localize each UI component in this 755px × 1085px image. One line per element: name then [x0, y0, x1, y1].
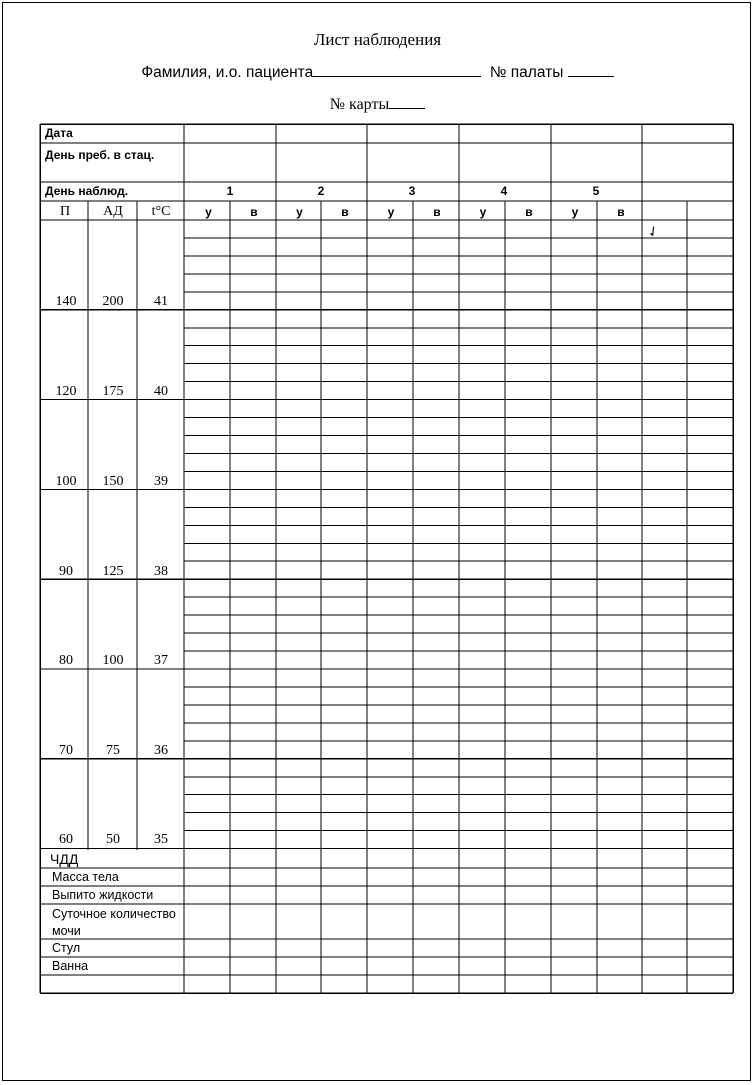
- sheet-title: Лист наблюдения: [313, 30, 442, 49]
- bath-label: Ванна: [52, 959, 89, 973]
- day-number-1: 1: [226, 184, 234, 198]
- temp-40: 40: [154, 384, 168, 399]
- pulse-60: 60: [59, 832, 73, 847]
- day3-morning: у: [387, 205, 395, 219]
- pulse-140: 140: [55, 294, 77, 309]
- day2-morning: у: [296, 205, 303, 219]
- day1-evening: в: [250, 205, 258, 219]
- pulse-90: 90: [59, 564, 73, 579]
- day-number-3: 3: [408, 184, 416, 198]
- day2-evening: в: [341, 205, 349, 219]
- day3-evening: в: [433, 205, 441, 219]
- respiratory-rate-label: ЧДД: [50, 851, 79, 867]
- temp-39: 39: [154, 474, 168, 489]
- day-number-4: 4: [500, 184, 508, 198]
- temp-38: 38: [154, 564, 168, 579]
- pulse-70: 70: [59, 743, 73, 758]
- pressure-200: 200: [102, 294, 124, 309]
- pressure-150: 150: [102, 474, 124, 489]
- fluid-intake-label: Выпито жидкости: [52, 888, 154, 902]
- hospital-day-label: День преб. в стац.: [45, 148, 155, 162]
- pressure-75: 75: [106, 743, 120, 758]
- body-mass-label: Масса тела: [52, 870, 119, 884]
- pressure-header: АД: [103, 204, 123, 219]
- day4-evening: в: [525, 205, 533, 219]
- pressure-125: 125: [102, 564, 124, 579]
- pressure-100: 100: [102, 653, 124, 668]
- patient-name-label: Фамилия, и.о. пациента: [141, 64, 314, 81]
- daily-urine-label: Суточное количество мочи: [52, 907, 176, 938]
- day1-morning: у: [205, 205, 212, 219]
- temp-36: 36: [154, 743, 168, 758]
- ward-label: № палаты: [489, 64, 564, 81]
- temp-35: 35: [154, 832, 168, 847]
- checkmark-icon: ✓: [645, 223, 663, 242]
- observation-day-label: День наблюд.: [45, 184, 129, 198]
- day4-morning: у: [479, 205, 487, 219]
- card-label: № карты: [329, 96, 390, 113]
- stool-label: Стул: [52, 941, 81, 955]
- temp-41: 41: [154, 294, 168, 309]
- pulse-80: 80: [59, 653, 73, 668]
- day5-morning: у: [571, 205, 579, 219]
- pulse-120: 120: [55, 384, 77, 399]
- date-row-label: Дата: [45, 126, 73, 140]
- pressure-175: 175: [102, 384, 124, 399]
- pulse-100: 100: [55, 474, 77, 489]
- pressure-50: 50: [106, 832, 120, 847]
- temperature-header: t°C: [151, 204, 171, 219]
- temp-37: 37: [154, 653, 168, 668]
- day-number-5: 5: [592, 184, 600, 198]
- day5-evening: в: [617, 205, 625, 219]
- pulse-header: П: [59, 204, 71, 219]
- day-number-2: 2: [317, 184, 325, 198]
